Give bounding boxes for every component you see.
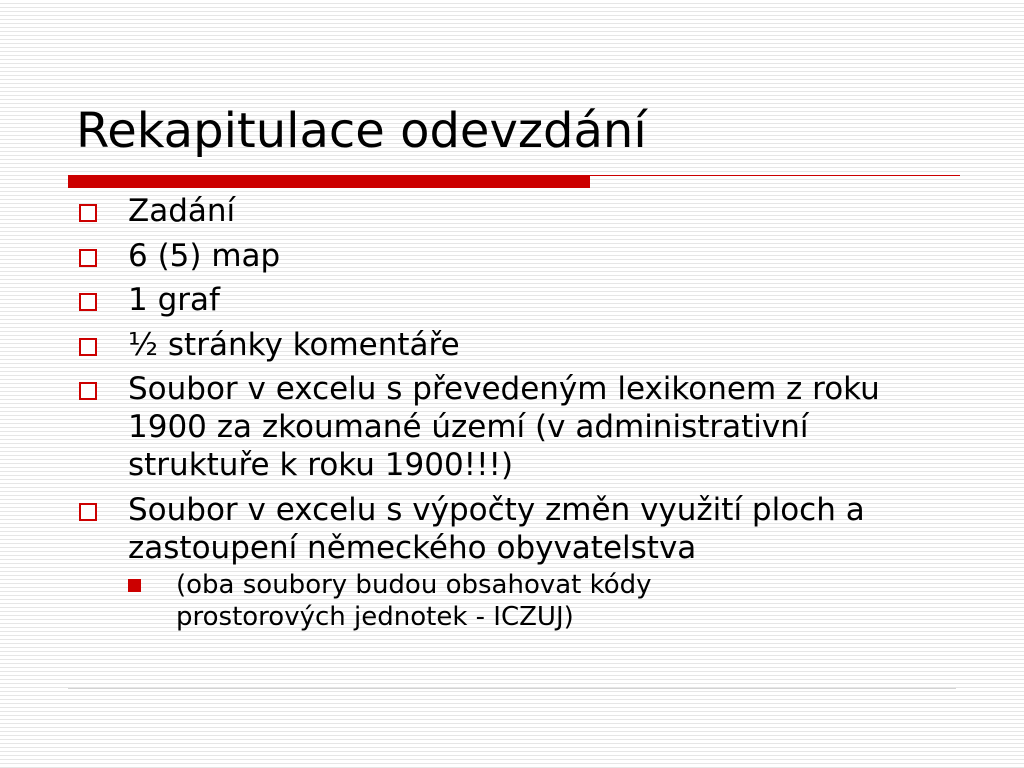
title-divider-thin-line [590, 175, 960, 176]
hollow-square-icon [79, 503, 97, 521]
bullet-text: Soubor v excelu s převedeným lexikonem z roku 1900 za zkoumané území (v administrativní struktuře k roku 1900!!!) [128, 371, 880, 483]
title-divider-thick-bar [68, 175, 590, 188]
bullet-text: 6 (5) map [128, 237, 281, 274]
bullet-item [78, 491, 1008, 567]
bullet-item [78, 237, 978, 275]
bullet-text: Soubor v excelu s výpočty změn využití ploch a zastoupení německého obyvatelstva [128, 491, 865, 566]
hollow-square-icon [79, 204, 97, 222]
hollow-square-icon [79, 382, 97, 400]
bullet-list [78, 192, 978, 633]
bullet-item [78, 281, 978, 319]
hollow-square-icon [79, 249, 97, 267]
bullet-text: 1 graf [128, 282, 220, 318]
hollow-square-icon [79, 293, 97, 311]
footer-divider [68, 688, 956, 689]
sub-bullet-text: (oba soubory budou obsahovat kódy prostorových jednotek - ICZUJ) [176, 569, 652, 632]
sub-bullet-item [126, 569, 796, 633]
title-divider [68, 175, 960, 188]
hollow-square-icon [79, 338, 97, 356]
slide-title: Rekapitulace odevzdání [76, 103, 647, 159]
bullet-item [78, 326, 978, 364]
filled-square-icon [128, 579, 141, 592]
bullet-item [78, 370, 948, 484]
bullet-text: ½ stránky komentáře [128, 326, 460, 363]
bullet-item [78, 192, 978, 230]
bullet-text: Zadání [128, 193, 236, 229]
